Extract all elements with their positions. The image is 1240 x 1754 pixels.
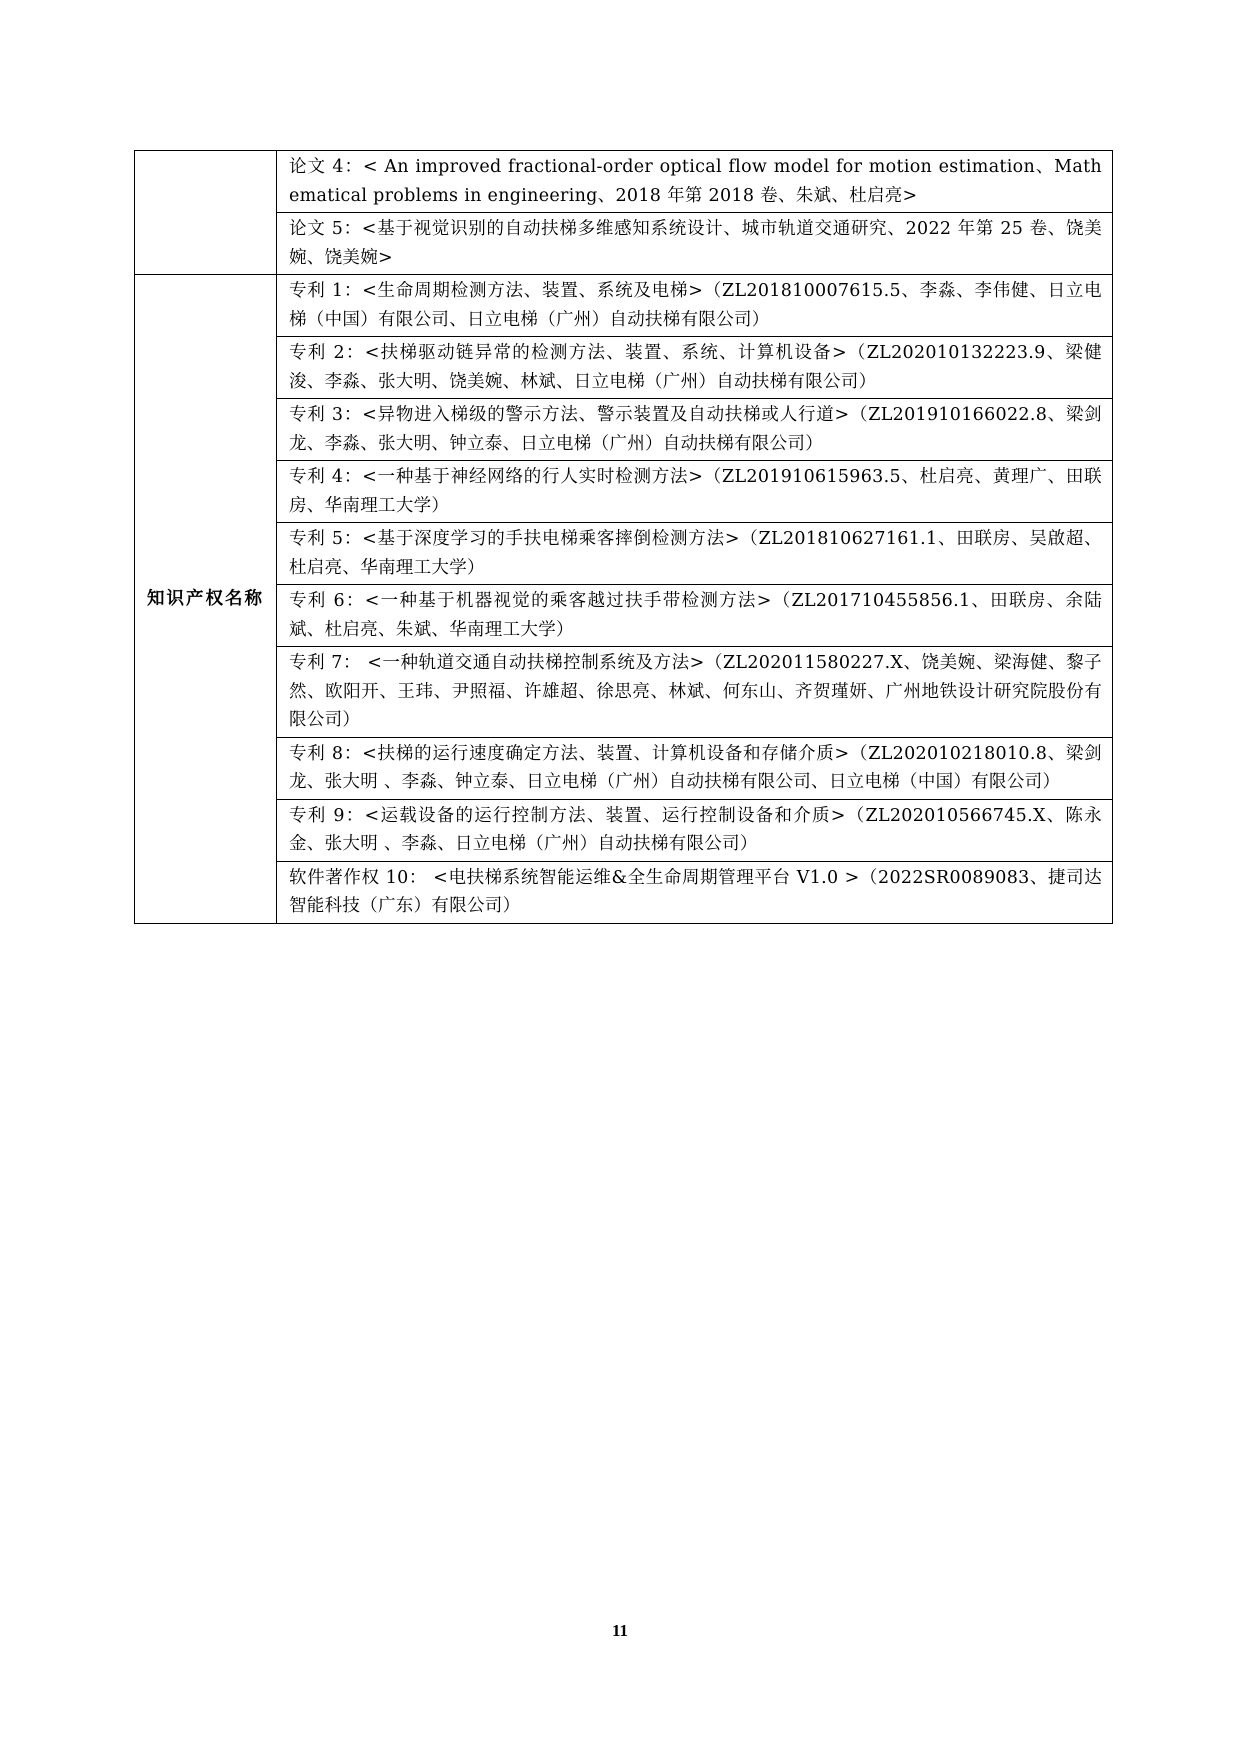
table-row <box>135 523 1113 585</box>
paper-item: 论文 5：<基于视觉识别的自动扶梯多维感知系统设计、城市轨道交通研究、2022 年第 25 卷、饶美婉、饶美婉> <box>277 213 1113 275</box>
ip-item: 软件著作权 10： <电扶梯系统智能运维&全生命周期管理平台 V1.0 >（2022SR0089083、捷司达智能科技（广东）有限公司） <box>277 861 1113 923</box>
table-row <box>135 151 1113 213</box>
ip-item: 专利 3：<异物进入梯级的警示方法、警示装置及自动扶梯或人行道>（ZL201910166022.8、梁剑龙、李淼、张大明、钟立泰、日立电梯（广州）自动扶梯有限公司） <box>277 399 1113 461</box>
table-row <box>135 585 1113 647</box>
table-row <box>135 861 1113 923</box>
page-number: 11 <box>611 1621 629 1640</box>
ip-table <box>134 150 1113 924</box>
ip-item: 专利 4：<一种基于神经网络的行人实时检测方法>（ZL201910615963.5、杜启亮、黄理广、田联房、华南理工大学） <box>277 461 1113 523</box>
table-row <box>135 399 1113 461</box>
table-row <box>135 275 1113 337</box>
table-row <box>135 799 1113 861</box>
table-row <box>135 647 1113 738</box>
ip-item: 专利 9：<运载设备的运行控制方法、装置、运行控制设备和介质>（ZL202010566745.X、陈永金、张大明 、李淼、日立电梯（广州）自动扶梯有限公司） <box>277 799 1113 861</box>
table-row <box>135 213 1113 275</box>
paper-item: 论文 4：< An improved fractional-order optical flow model for motion estimation、Mathematical problems in engineering、2018 年第 2018 卷、朱斌、杜启亮> <box>277 151 1113 213</box>
table-row <box>135 461 1113 523</box>
ip-item: 专利 2：<扶梯驱动链异常的检测方法、装置、系统、计算机设备>（ZL202010132223.9、梁健浚、李淼、张大明、饶美婉、林斌、日立电梯（广州）自动扶梯有限公司） <box>277 337 1113 399</box>
ip-section-label: 知识产权名称 <box>135 275 277 924</box>
ip-item: 专利 8：<扶梯的运行速度确定方法、装置、计算机设备和存储介质>（ZL202010218010.8、梁剑龙、张大明 、李淼、钟立泰、日立电梯（广州）自动扶梯有限公司、日立电梯（中国）有限公司） <box>277 737 1113 799</box>
ip-item: 专利 1：<生命周期检测方法、装置、系统及电梯>（ZL201810007615.5、李淼、李伟健、日立电梯（中国）有限公司、日立电梯（广州）自动扶梯有限公司） <box>277 275 1113 337</box>
table-row <box>135 337 1113 399</box>
table-row <box>135 737 1113 799</box>
ip-item: 专利 5：<基于深度学习的手扶电梯乘客摔倒检测方法>（ZL201810627161.1、田联房、吴啟超、杜启亮、华南理工大学） <box>277 523 1113 585</box>
blank-label-cell <box>135 151 277 275</box>
ip-item: 专利 7： <一种轨道交通自动扶梯控制系统及方法>（ZL202011580227.X、饶美婉、梁海健、黎子然、欧阳开、王玮、尹照福、许雄超、徐思亮、林斌、何东山、齐贺瑾妍、广州地铁设计研究院股份有限公司） <box>277 647 1113 738</box>
ip-item: 专利 6：<一种基于机器视觉的乘客越过扶手带检测方法>（ZL201710455856.1、田联房、余陆斌、杜启亮、朱斌、华南理工大学） <box>277 585 1113 647</box>
